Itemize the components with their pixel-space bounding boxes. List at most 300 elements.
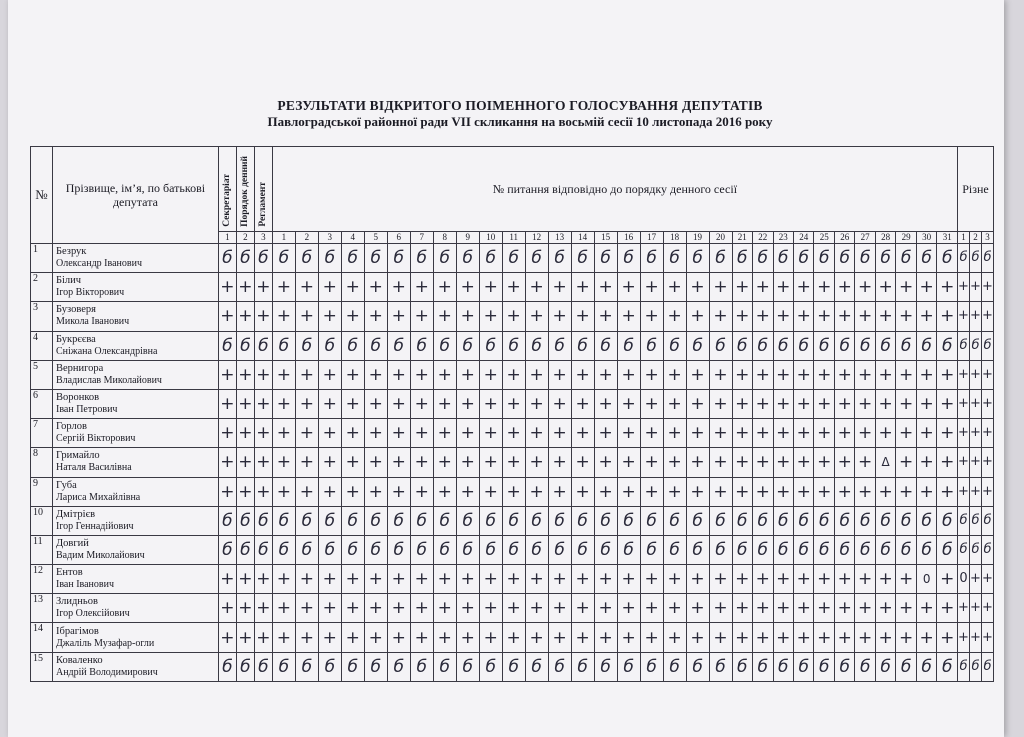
- vote-mark: +: [617, 477, 640, 506]
- vote-mark: б: [875, 331, 895, 360]
- vote-mark: +: [834, 389, 854, 418]
- vote-mark: +: [387, 623, 410, 652]
- vote-mark: б: [773, 535, 793, 564]
- vote-mark: +: [341, 623, 364, 652]
- vote-mark: +: [254, 477, 272, 506]
- vote-mark: +: [502, 448, 525, 477]
- vote-mark: б: [686, 506, 709, 535]
- vote-mark: +: [571, 623, 594, 652]
- vote-mark: б: [571, 535, 594, 564]
- vote-mark: +: [456, 389, 479, 418]
- vote-mark: б: [937, 331, 958, 360]
- vote-mark: +: [456, 565, 479, 594]
- vote-mark: б: [709, 506, 732, 535]
- vote-mark: +: [814, 565, 834, 594]
- vote-mark: +: [896, 389, 916, 418]
- vote-mark: б: [753, 244, 773, 273]
- vote-mark: б: [571, 331, 594, 360]
- vote-mark: +: [433, 565, 456, 594]
- vote-mark: +: [663, 360, 686, 389]
- deputy-surname: Вернигора: [55, 362, 104, 374]
- vote-mark: б: [272, 652, 295, 681]
- vote-mark: б: [937, 652, 958, 681]
- vote-mark: б: [834, 506, 854, 535]
- vote-mark: +: [594, 273, 617, 302]
- vote-mark: +: [410, 360, 433, 389]
- header-deputy-name: Прізвище, ім’я, по батькові депутата: [52, 147, 218, 244]
- deputy-row: [31, 360, 994, 389]
- vote-mark: +: [502, 360, 525, 389]
- vote-mark: б: [387, 244, 410, 273]
- question-number: 15: [594, 232, 617, 244]
- vote-mark: +: [916, 360, 936, 389]
- vote-mark: б: [896, 535, 916, 564]
- vote-mark: +: [272, 565, 295, 594]
- vote-mark: +: [875, 419, 895, 448]
- vote-mark: +: [958, 389, 970, 418]
- vote-mark: +: [548, 623, 571, 652]
- vote-mark: +: [969, 477, 981, 506]
- vote-mark: +: [456, 448, 479, 477]
- vote-mark: +: [318, 389, 341, 418]
- vote-mark: +: [295, 594, 318, 623]
- vote-mark: +: [456, 360, 479, 389]
- vote-mark: +: [814, 448, 834, 477]
- vote-mark: +: [548, 360, 571, 389]
- vote-mark: б: [753, 506, 773, 535]
- deputy-name: [52, 623, 218, 652]
- vote-mark: +: [548, 594, 571, 623]
- vote-mark: б: [254, 244, 272, 273]
- vote-mark: б: [753, 331, 773, 360]
- vote-mark: +: [571, 594, 594, 623]
- vote-mark: +: [218, 623, 236, 652]
- row-number: 2: [31, 273, 53, 302]
- vote-mark: +: [548, 273, 571, 302]
- deputy-surname: Гримайло: [55, 450, 100, 462]
- vote-mark: +: [295, 419, 318, 448]
- header-regulation: Регламент: [254, 147, 272, 232]
- deputy-row: [31, 594, 994, 623]
- deputy-name: [52, 506, 218, 535]
- vote-mark: +: [814, 389, 834, 418]
- vote-mark: +: [318, 273, 341, 302]
- vote-mark: +: [916, 623, 936, 652]
- vote-mark: б: [875, 244, 895, 273]
- vote-mark: +: [916, 448, 936, 477]
- vote-mark: б: [640, 535, 663, 564]
- vote-mark: б: [295, 535, 318, 564]
- vote-mark: +: [937, 477, 958, 506]
- vote-mark: б: [571, 506, 594, 535]
- vote-mark: +: [663, 302, 686, 331]
- vote-mark: +: [433, 360, 456, 389]
- vote-mark: б: [896, 244, 916, 273]
- vote-mark: +: [937, 594, 958, 623]
- vote-mark: +: [937, 565, 958, 594]
- vote-mark: +: [855, 448, 875, 477]
- vote-mark: +: [387, 594, 410, 623]
- vote-mark: +: [969, 565, 981, 594]
- vote-mark: +: [387, 477, 410, 506]
- vote-mark: +: [732, 302, 752, 331]
- vote-mark: б: [571, 244, 594, 273]
- vote-mark: +: [834, 448, 854, 477]
- vote-mark: б: [410, 244, 433, 273]
- vote-mark: б: [896, 506, 916, 535]
- vote-mark: +: [981, 623, 993, 652]
- vote-mark: +: [272, 477, 295, 506]
- vote-mark: +: [958, 360, 970, 389]
- vote-mark: б: [295, 244, 318, 273]
- row-number: 6: [31, 389, 53, 418]
- vote-mark: +: [663, 273, 686, 302]
- vote-mark: б: [732, 244, 752, 273]
- vote-mark: б: [433, 506, 456, 535]
- vote-mark: б: [433, 652, 456, 681]
- vote-mark: +: [272, 389, 295, 418]
- vote-mark: б: [341, 506, 364, 535]
- vote-mark: б: [773, 244, 793, 273]
- vote-mark: +: [594, 302, 617, 331]
- vote-mark: +: [364, 594, 387, 623]
- vote-mark: +: [387, 419, 410, 448]
- deputy-row: [31, 652, 994, 681]
- question-number: 7: [410, 232, 433, 244]
- vote-mark: б: [617, 535, 640, 564]
- vote-mark: б: [732, 535, 752, 564]
- question-number: 30: [916, 232, 936, 244]
- vote-mark: б: [663, 244, 686, 273]
- vote-mark: +: [640, 565, 663, 594]
- vote-mark: б: [502, 331, 525, 360]
- vote-mark: +: [875, 477, 895, 506]
- vote-mark: б: [254, 535, 272, 564]
- deputy-surname: Безрук: [55, 246, 87, 258]
- deputy-name: [52, 360, 218, 389]
- question-number: 5: [364, 232, 387, 244]
- vote-mark: б: [479, 652, 502, 681]
- deputy-surname: Коваленко: [55, 654, 103, 666]
- vote-mark: +: [793, 360, 813, 389]
- vote-mark: +: [709, 565, 732, 594]
- vote-mark: +: [525, 389, 548, 418]
- vote-mark: +: [958, 419, 970, 448]
- question-number: 10: [479, 232, 502, 244]
- vote-mark: +: [916, 419, 936, 448]
- vote-mark: б: [709, 331, 732, 360]
- deputy-given-name: Сніжана Олександрівна: [55, 345, 158, 357]
- question-number: 19: [686, 232, 709, 244]
- vote-mark: +: [969, 273, 981, 302]
- deputy-name: [52, 565, 218, 594]
- deputy-given-name: Сергій Вікторович: [55, 433, 136, 445]
- vote-mark: б: [896, 652, 916, 681]
- deputy-row: [31, 448, 994, 477]
- deputy-name: [52, 652, 218, 681]
- vote-mark: +: [254, 419, 272, 448]
- vote-mark: б: [456, 535, 479, 564]
- vote-mark: +: [773, 565, 793, 594]
- vote-mark: +: [793, 448, 813, 477]
- deputy-given-name: Ігор Вікторович: [55, 287, 125, 299]
- vote-mark: +: [295, 360, 318, 389]
- vote-mark: б: [387, 535, 410, 564]
- vote-mark: б: [981, 506, 993, 535]
- vote-mark: +: [364, 360, 387, 389]
- vote-mark: +: [525, 623, 548, 652]
- question-number: 27: [855, 232, 875, 244]
- vote-mark: +: [937, 623, 958, 652]
- vote-mark: +: [793, 623, 813, 652]
- vote-mark: +: [410, 273, 433, 302]
- vote-mark: б: [981, 652, 993, 681]
- vote-mark: +: [896, 419, 916, 448]
- vote-mark: +: [640, 389, 663, 418]
- vote-mark: +: [410, 302, 433, 331]
- vote-mark: +: [218, 302, 236, 331]
- vote-mark: +: [364, 565, 387, 594]
- vote-mark: +: [753, 389, 773, 418]
- vote-mark: б: [981, 331, 993, 360]
- vote-mark: б: [916, 244, 936, 273]
- vote-mark: +: [981, 419, 993, 448]
- vote-mark: б: [364, 535, 387, 564]
- deputy-name: [52, 535, 218, 564]
- vote-mark: б: [814, 331, 834, 360]
- vote-mark: б: [218, 652, 236, 681]
- vote-mark: +: [479, 623, 502, 652]
- vote-mark: б: [793, 331, 813, 360]
- vote-mark: +: [433, 273, 456, 302]
- deputy-row: [31, 565, 994, 594]
- vote-mark: 0: [916, 565, 936, 594]
- vote-mark: +: [896, 623, 916, 652]
- vote-mark: +: [341, 594, 364, 623]
- vote-mark: +: [341, 389, 364, 418]
- deputy-row: [31, 477, 994, 506]
- vote-mark: +: [502, 565, 525, 594]
- vote-mark: +: [640, 419, 663, 448]
- vote-mark: б: [916, 506, 936, 535]
- vote-mark: б: [295, 506, 318, 535]
- vote-mark: +: [793, 302, 813, 331]
- vote-mark: +: [793, 419, 813, 448]
- vote-mark: б: [732, 331, 752, 360]
- question-number: 24: [793, 232, 813, 244]
- vote-mark: б: [254, 331, 272, 360]
- vote-mark: б: [364, 652, 387, 681]
- vote-mark: +: [617, 302, 640, 331]
- vote-mark: б: [834, 535, 854, 564]
- vote-mark: +: [525, 565, 548, 594]
- vote-mark: +: [594, 389, 617, 418]
- vote-mark: +: [456, 477, 479, 506]
- vote-mark: б: [855, 506, 875, 535]
- vote-mark: +: [686, 389, 709, 418]
- vote-mark: б: [410, 331, 433, 360]
- vote-mark: +: [594, 448, 617, 477]
- vote-mark: +: [663, 594, 686, 623]
- vote-mark: +: [548, 389, 571, 418]
- vote-mark: б: [433, 331, 456, 360]
- document-title: РЕЗУЛЬТАТИ ВІДКРИТОГО ПОІМЕННОГО ГОЛОСУВАННЯ ДЕПУТАТІВ: [277, 98, 763, 113]
- vote-mark: +: [479, 448, 502, 477]
- vote-mark: б: [341, 331, 364, 360]
- vote-mark: +: [855, 302, 875, 331]
- vote-mark: +: [318, 594, 341, 623]
- vote-mark: б: [218, 244, 236, 273]
- vote-mark: +: [272, 302, 295, 331]
- vote-mark: +: [236, 419, 254, 448]
- vote-mark: +: [433, 419, 456, 448]
- row-number: 10: [31, 506, 53, 535]
- deputy-given-name: Андрій Володимирович: [55, 666, 158, 678]
- vote-mark: +: [969, 623, 981, 652]
- vote-mark: +: [318, 565, 341, 594]
- vote-mark: +: [732, 477, 752, 506]
- vote-mark: б: [617, 506, 640, 535]
- vote-mark: +: [433, 594, 456, 623]
- question-number: 6: [387, 232, 410, 244]
- vote-mark: б: [218, 506, 236, 535]
- vote-mark: +: [456, 594, 479, 623]
- row-number: 4: [31, 331, 53, 360]
- misc-number: 1: [958, 232, 970, 244]
- vote-mark: +: [981, 594, 993, 623]
- vote-mark: б: [525, 506, 548, 535]
- vote-mark: +: [855, 565, 875, 594]
- vote-mark: +: [732, 623, 752, 652]
- vote-mark: б: [410, 535, 433, 564]
- vote-mark: +: [525, 448, 548, 477]
- vote-mark: +: [773, 302, 793, 331]
- vote-mark: +: [814, 477, 834, 506]
- vote-mark: +: [272, 360, 295, 389]
- vote-mark: +: [456, 302, 479, 331]
- vote-mark: +: [753, 477, 773, 506]
- vote-mark: б: [663, 506, 686, 535]
- vote-mark: +: [318, 448, 341, 477]
- vote-mark: +: [969, 389, 981, 418]
- vote-mark: +: [525, 273, 548, 302]
- question-number: 23: [773, 232, 793, 244]
- vote-mark: +: [640, 477, 663, 506]
- deputy-row: [31, 535, 994, 564]
- vote-mark: +: [594, 477, 617, 506]
- vote-mark: +: [663, 623, 686, 652]
- vote-mark: +: [341, 360, 364, 389]
- vote-mark: +: [479, 302, 502, 331]
- vote-mark: +: [686, 360, 709, 389]
- vote-mark: +: [387, 273, 410, 302]
- vote-mark: +: [834, 623, 854, 652]
- vote-mark: б: [981, 244, 993, 273]
- vote-mark: +: [502, 419, 525, 448]
- deputy-surname: Ентов: [55, 567, 83, 579]
- pre-column-number: 3: [254, 232, 272, 244]
- vote-mark: +: [617, 448, 640, 477]
- vote-mark: +: [969, 594, 981, 623]
- vote-mark: +: [834, 594, 854, 623]
- vote-mark: б: [433, 244, 456, 273]
- vote-mark: +: [896, 477, 916, 506]
- vote-mark: +: [896, 565, 916, 594]
- vote-mark: +: [254, 448, 272, 477]
- vote-mark: +: [341, 419, 364, 448]
- deputy-given-name: Олександр Іванович: [55, 258, 142, 270]
- vote-mark: б: [793, 535, 813, 564]
- vote-mark: б: [594, 331, 617, 360]
- deputy-surname: Білич: [55, 275, 82, 287]
- vote-mark: б: [502, 244, 525, 273]
- vote-mark: +: [571, 360, 594, 389]
- header-misc: Різне: [958, 147, 994, 232]
- vote-mark: +: [236, 623, 254, 652]
- deputy-surname: Довгий: [55, 537, 89, 549]
- pre-column-number: 1: [218, 232, 236, 244]
- deputy-row: [31, 244, 994, 273]
- vote-mark: б: [969, 652, 981, 681]
- vote-mark: +: [525, 419, 548, 448]
- vote-mark: +: [410, 565, 433, 594]
- misc-number: 2: [969, 232, 981, 244]
- question-number: 21: [732, 232, 752, 244]
- vote-mark: б: [793, 652, 813, 681]
- vote-mark: б: [254, 652, 272, 681]
- deputy-surname: Воронков: [55, 392, 100, 404]
- deputy-name: [52, 244, 218, 273]
- deputy-name: [52, 419, 218, 448]
- vote-mark: +: [525, 477, 548, 506]
- vote-mark: +: [364, 302, 387, 331]
- vote-mark: +: [773, 594, 793, 623]
- vote-mark: +: [272, 594, 295, 623]
- vote-mark: б: [875, 652, 895, 681]
- vote-mark: +: [410, 448, 433, 477]
- vote-mark: +: [773, 477, 793, 506]
- vote-mark: +: [594, 419, 617, 448]
- deputy-given-name: Вадим Миколайович: [55, 549, 145, 561]
- vote-mark: б: [218, 331, 236, 360]
- vote-mark: +: [663, 477, 686, 506]
- vote-mark: +: [896, 594, 916, 623]
- vote-mark: б: [364, 506, 387, 535]
- vote-mark: б: [958, 506, 970, 535]
- vote-mark: +: [236, 565, 254, 594]
- vote-mark: +: [793, 273, 813, 302]
- vote-mark: +: [341, 302, 364, 331]
- vote-mark: +: [433, 302, 456, 331]
- vote-mark: +: [525, 594, 548, 623]
- vote-mark: б: [525, 652, 548, 681]
- vote-mark: б: [732, 652, 752, 681]
- deputy-given-name: Наталя Василівна: [55, 462, 132, 474]
- vote-mark: +: [502, 477, 525, 506]
- vote-mark: б: [272, 506, 295, 535]
- vote-mark: +: [479, 565, 502, 594]
- deputy-given-name: Джаліль Музафар-огли: [55, 637, 155, 649]
- vote-mark: б: [479, 535, 502, 564]
- deputy-given-name: Іван Петрович: [55, 404, 118, 416]
- vote-mark: +: [410, 419, 433, 448]
- vote-mark: +: [753, 302, 773, 331]
- question-number: 26: [834, 232, 854, 244]
- vote-mark: +: [834, 360, 854, 389]
- vote-mark: +: [548, 448, 571, 477]
- vote-mark: +: [254, 360, 272, 389]
- deputy-surname: Горлов: [55, 421, 87, 433]
